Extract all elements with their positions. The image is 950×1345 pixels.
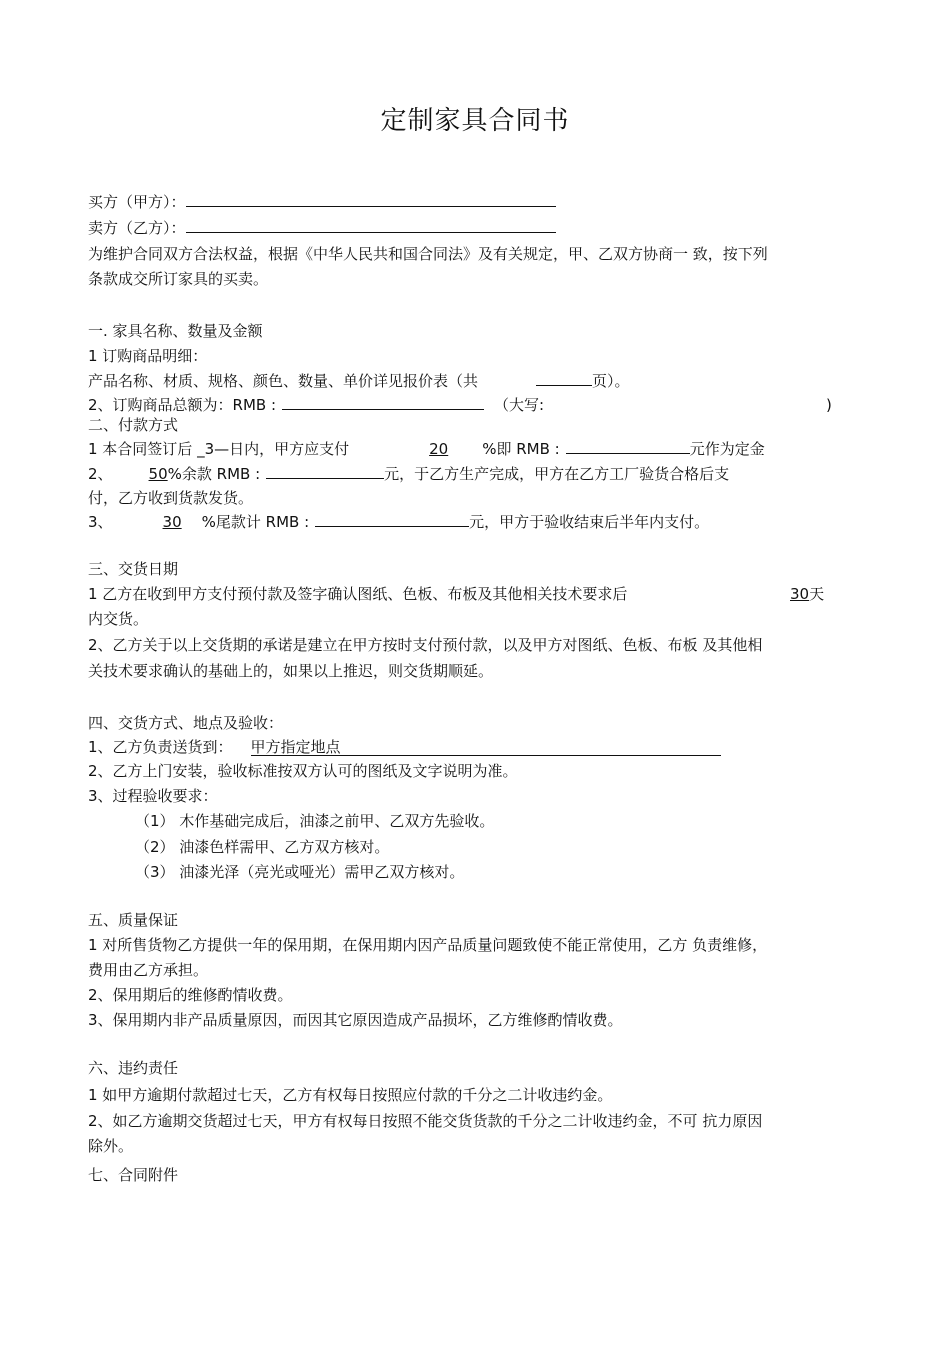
contract-title: 定制家具合同书 — [380, 106, 570, 136]
delivery-1-text: 1 乙方在收到甲方支付预付款及签字确认图纸、色板、布板及其他相关技术要求后 — [88, 585, 628, 603]
details-suffix: 页）。 — [592, 372, 630, 390]
section-2-heading: 二、付款方式 — [88, 416, 179, 434]
delivery-days: 30 — [790, 585, 810, 603]
balance-blank — [266, 464, 384, 479]
breach-2-line-1: 2、如乙方逾期交货超过七天，甲方有权每日按照不能交货货款的千分之二计收违约金，不可 抗力原因 — [88, 1112, 763, 1130]
deposit-percent: 20 — [429, 440, 449, 458]
buyer-line — [88, 191, 556, 213]
final-percent: 30 — [162, 513, 182, 531]
section-4-heading: 四、交货方式、地点及验收： — [88, 714, 284, 732]
deposit-blank — [566, 439, 690, 454]
intro-line-1: 为维护合同双方合法权益，根据《中华人民共和国合同法》及有关规定，甲、乙双方协商一 致，按下列 — [88, 245, 768, 263]
section-1-heading: 一. 家具名称、数量及金额 — [88, 322, 263, 340]
delivery-days-unit: 天 — [809, 585, 825, 603]
breach-1-line: 1 如甲方逾期付款超过七天，乙方有权每日按照应付款的千分之二计收违约金。 — [88, 1086, 613, 1104]
payment-3-num: 3、 — [88, 513, 113, 531]
inspection-label: 3、过程验收要求： — [88, 787, 218, 805]
payment-1-rmb: %即 RMB : — [482, 440, 560, 458]
total-close-paren: ) — [826, 396, 832, 414]
delivery-2-line-1: 2、乙方关于以上交货期的承诺是建立在甲方按时支付预付款，以及甲方对图纸、色板、布板 及其他相 — [88, 636, 763, 654]
order-details-line — [88, 370, 630, 392]
installation-line: 2、乙方上门安装，验收标准按双方认可的图纸及文字说明为准。 — [88, 762, 518, 780]
section-5-heading: 五、质量保证 — [88, 911, 179, 929]
warranty-2-line: 2、保用期后的维修酌情收费。 — [88, 986, 293, 1004]
delivery-2-line-2: 关技术要求确认的基础上的，如果以上推迟，则交货期顺延。 — [88, 662, 494, 680]
payment-3-suffix: 元，甲方于验收结束后半年内支付。 — [469, 513, 710, 531]
payment-3-rmb: %尾款计 RMB : — [201, 513, 310, 531]
inspection-item-2: （2） 油漆色样需甲、乙方双方核对。 — [135, 838, 390, 856]
seller-blank — [186, 218, 556, 233]
payment-2-num: 2、 — [88, 465, 113, 483]
total-daxie-label: （大写: — [494, 396, 545, 414]
buyer-blank — [186, 192, 556, 207]
intro-line-2: 条款成交所订家具的买卖。 — [88, 270, 269, 288]
delivery-place-field — [251, 739, 721, 756]
pages-blank — [536, 371, 592, 386]
payment-2-suffix: 元，于乙方生产完成，甲方在乙方工厂验货合格后支 — [384, 465, 730, 483]
delivery-1-line — [88, 583, 838, 605]
final-blank — [315, 512, 469, 527]
warranty-3-line: 3、保用期内非产品质量原因，而因其它原因造成产品损坏，乙方维修酌情收费。 — [88, 1011, 623, 1029]
delivery-days-wrap — [790, 583, 824, 605]
payment-2-line-2: 付，乙方收到货款发货。 — [88, 489, 254, 507]
section-7-heading: 七、合同附件 — [88, 1166, 179, 1184]
total-rmb-blank — [282, 395, 484, 410]
delivery-1-line-2: 内交货。 — [88, 610, 149, 628]
payment-2-rmb: %余款 RMB : — [167, 465, 261, 483]
warranty-1-line-2: 费用由乙方承担。 — [88, 961, 209, 979]
inspection-item-1: （1） 木作基础完成后，油漆之前甲、乙双方先验收。 — [135, 812, 495, 830]
payment-1-line — [88, 438, 765, 460]
payment-2-line — [88, 463, 729, 485]
seller-line — [88, 217, 556, 239]
total-label: 2、订购商品总额为：RMB : — [88, 396, 277, 414]
breach-2-line-2: 除外。 — [88, 1137, 134, 1155]
payment-1-suffix: 元作为定金 — [689, 440, 765, 458]
balance-percent: 50 — [148, 465, 168, 483]
section-6-heading: 六、违约责任 — [88, 1059, 179, 1077]
warranty-1-line-1: 1 对所售货物乙方提供一年的保用期，在保用期内因产品质量问题致使不能正常使用，乙方 负责维修， — [88, 936, 768, 954]
payment-3-line — [88, 511, 709, 533]
payment-1-text: 1 本合同签订后 _3—日内，甲方应支付 — [88, 440, 350, 458]
section-3-heading: 三、交货日期 — [88, 560, 179, 578]
details-text: 产品名称、材质、规格、颜色、数量、单价详见报价表（共 — [88, 372, 479, 390]
delivery-place-label: 1、乙方负责送货到： — [88, 738, 233, 756]
buyer-label: 买方（甲方）： — [88, 193, 186, 211]
order-details-label: 1 订购商品明细： — [88, 347, 208, 365]
inspection-item-3: （3） 油漆光泽（亮光或哑光）需甲乙双方核对。 — [135, 863, 465, 881]
seller-label: 卖方（乙方）： — [88, 219, 186, 237]
total-amount-line — [88, 394, 838, 416]
delivery-place-value: 甲方指定地点 — [250, 738, 341, 756]
delivery-place-line — [88, 736, 721, 758]
